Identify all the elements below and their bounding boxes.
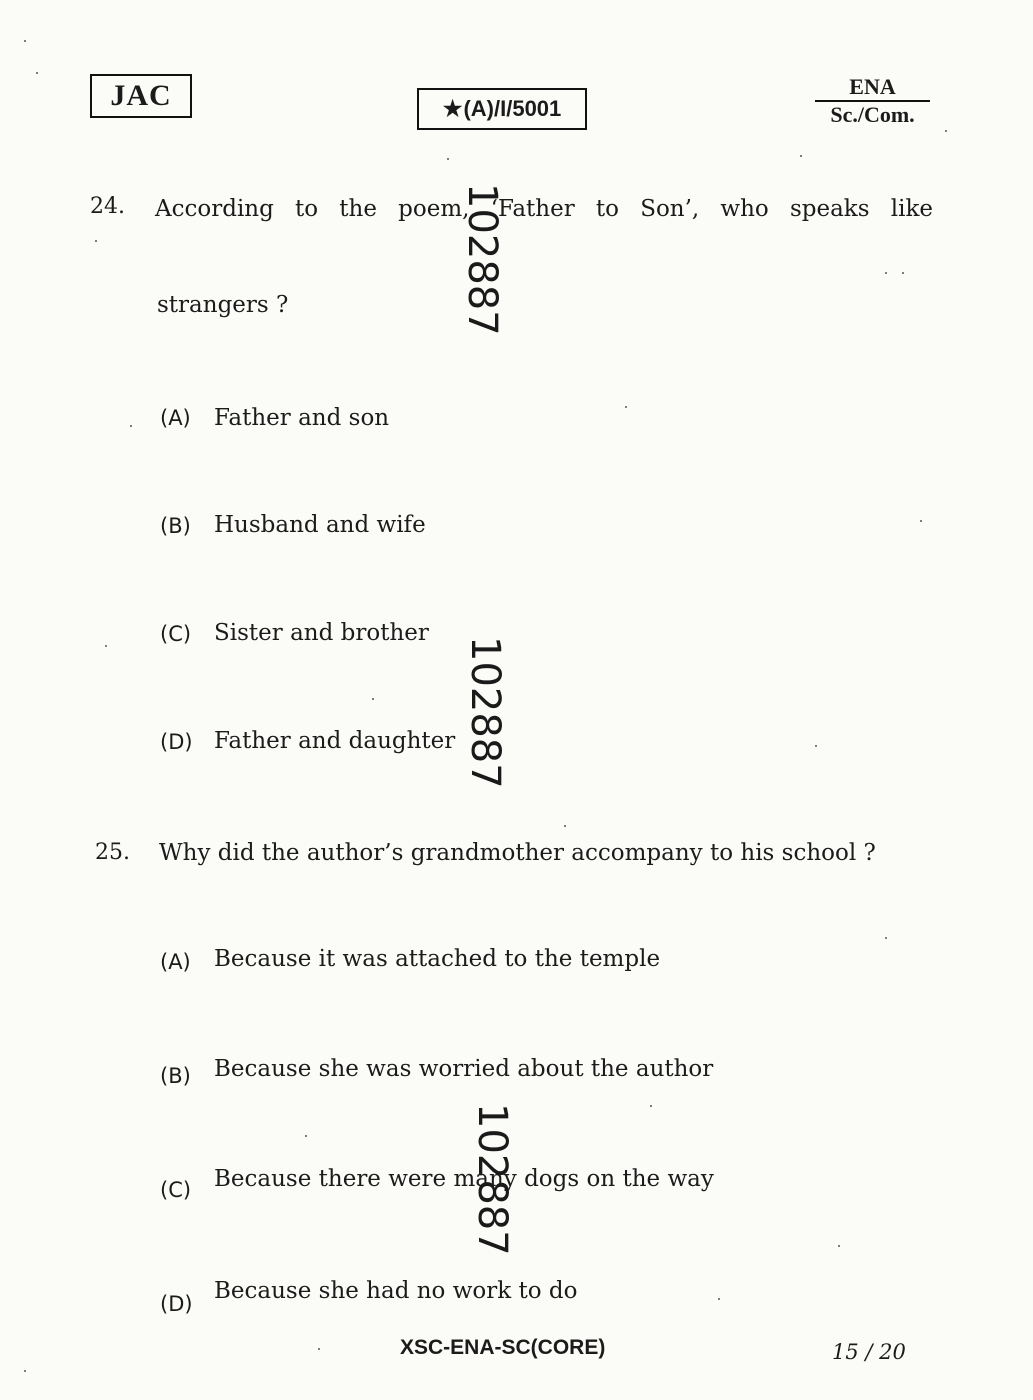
scan-speck — [885, 272, 887, 274]
scan-speck — [718, 1298, 720, 1300]
option-letter: (D) — [160, 1292, 193, 1316]
option-letter: (C) — [160, 622, 192, 646]
page-number: 15 / 20 — [832, 1340, 906, 1364]
scan-speck — [945, 130, 947, 132]
scan-speck — [650, 1105, 652, 1107]
scan-speck — [920, 520, 922, 522]
stream-label: Sc./Com. — [830, 102, 915, 127]
option-text: Father and son — [214, 405, 390, 431]
scan-speck — [885, 937, 887, 939]
scan-speck — [815, 745, 817, 747]
option-letter: (A) — [160, 406, 191, 430]
option-letter: (B) — [160, 514, 191, 538]
option-letter: (A) — [160, 950, 191, 974]
option-letter: (B) — [160, 1064, 191, 1088]
subject-code: ENA — [815, 74, 930, 102]
stamp-number: 102887 — [459, 183, 505, 336]
paper-code — [417, 88, 587, 130]
scan-speck — [105, 645, 107, 647]
stamp-number: 102887 — [462, 636, 508, 789]
option-letter: (C) — [160, 1178, 192, 1202]
option-text: Husband and wife — [214, 512, 426, 538]
question-text-line2: strangers ? — [157, 292, 289, 318]
scan-speck — [838, 1245, 840, 1247]
option-letter: (D) — [160, 730, 193, 754]
option-text: Sister and brother — [214, 620, 429, 646]
scan-speck — [36, 72, 38, 74]
board-label: JAC — [90, 74, 192, 118]
scan-speck — [800, 155, 802, 157]
question-number: 25. — [95, 840, 130, 865]
question-text-line1: Why did the author’s grandmother accompany to his school ? — [159, 840, 876, 866]
option-text: Because it was attached to the temple — [214, 946, 661, 972]
scan-speck — [564, 825, 566, 827]
question-number: 24. — [90, 194, 125, 219]
scan-speck — [305, 1135, 307, 1137]
scan-speck — [625, 406, 627, 408]
option-text: Father and daughter — [214, 728, 456, 754]
star-icon: ★ — [442, 96, 463, 121]
scan-speck — [902, 272, 904, 274]
scan-speck — [372, 698, 374, 700]
scan-speck — [447, 158, 449, 160]
footer-paper-code: XSC-ENA-SC(CORE) — [400, 1336, 606, 1359]
stamp-number: 102887 — [469, 1103, 515, 1256]
scan-speck — [24, 1370, 26, 1372]
paper-code-text: (A)/I/5001 — [463, 96, 562, 121]
question-text-line1: According to the poem, ‘Father to Son’, who speaks like — [155, 196, 933, 222]
scan-speck — [24, 40, 26, 42]
option-text: Because there were many dogs on the way — [214, 1166, 714, 1192]
option-text: Because she had no work to do — [214, 1278, 578, 1304]
scan-speck — [95, 240, 97, 242]
scan-speck — [130, 425, 132, 427]
scan-speck — [318, 1348, 320, 1350]
option-text: Because she was worried about the author — [214, 1056, 714, 1082]
subject-stream — [815, 74, 930, 128]
